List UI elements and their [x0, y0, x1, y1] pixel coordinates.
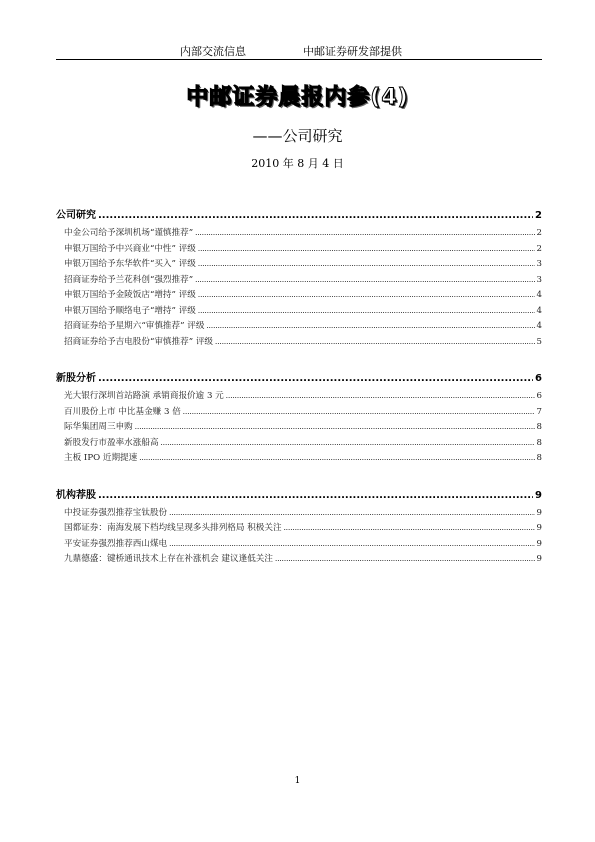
toc-leader: [198, 257, 535, 273]
toc-entry-title: 百川股份上市 中比基金赚 3 倍: [64, 406, 181, 417]
toc-entry-title: 申银万国给予东华软件“买入” 评级: [64, 259, 196, 269]
toc-entry-page: 6: [536, 391, 542, 401]
toc-leader: [169, 537, 534, 553]
toc-entry-title: 申银万国给予中兴商业“中性” 评级: [64, 243, 196, 254]
toc-entry-page: 9: [536, 523, 542, 533]
page-header: [0, 40, 595, 60]
toc-section-new-stock-analysis: [56, 369, 542, 467]
toc-leader: [198, 288, 535, 304]
table-of-contents: [56, 206, 542, 587]
toc-entry-page: 8: [536, 422, 542, 432]
toc-entry-title: 九鼎德盛：键桥通讯技术上存在补涨机会 建议逢低关注: [64, 554, 273, 564]
toc-heading-title: 公司研究: [56, 210, 96, 221]
toc-heading-title: 机构荐股: [56, 489, 96, 501]
header-divider: [56, 59, 542, 60]
toc-heading[interactable]: [56, 369, 542, 389]
toc-entry-page: 8: [536, 453, 542, 463]
toc-entry-page: 2: [536, 243, 542, 254]
toc-entry-title: 招商证券给予吉电股份“审慎推荐” 评级: [64, 336, 214, 347]
toc-leader: [215, 335, 535, 351]
toc-entry-title: 际华集团周三申购: [64, 422, 133, 432]
toc-entry-title: 国都证券：南海发展下档均线呈现多头排列格局 积极关注: [64, 523, 282, 533]
toc-entry[interactable]: [56, 420, 542, 436]
toc-entry-title: 平安证券强烈推荐西山煤电: [64, 538, 168, 549]
toc-leader: [195, 273, 534, 289]
toc-leader: [206, 319, 534, 335]
toc-entry[interactable]: [56, 537, 542, 553]
toc-entry-page: 9: [536, 538, 542, 549]
toc-leader: [98, 206, 533, 226]
toc-leader: [226, 389, 535, 405]
header-left-text: 内部交流信息: [180, 45, 246, 58]
toc-entry[interactable]: [56, 552, 542, 568]
toc-leader: [183, 405, 535, 421]
toc-entry[interactable]: [56, 257, 542, 273]
toc-entry[interactable]: [56, 242, 542, 258]
toc-entry-title: 光大银行深圳首站路演 承销商报价逾 3 元: [64, 391, 224, 401]
toc-entry[interactable]: [56, 319, 542, 335]
toc-entry[interactable]: [56, 436, 542, 452]
toc-entry-title: 主板 IPO 近期提速: [64, 453, 138, 463]
toc-entry[interactable]: [56, 335, 542, 351]
toc-entry[interactable]: [56, 521, 542, 537]
toc-entry-title: 中投证券强烈推荐宝钛股份: [64, 507, 168, 518]
toc-entry-title: 招商证券给予星期六“审慎推荐” 评级: [64, 321, 205, 331]
toc-entry-page: 4: [536, 290, 542, 300]
toc-entry[interactable]: [56, 273, 542, 289]
toc-heading[interactable]: [56, 486, 542, 506]
toc-section-company-research: [56, 206, 542, 350]
toc-entry[interactable]: [56, 304, 542, 320]
toc-section-institutional-picks: [56, 486, 542, 568]
toc-heading-page: 6: [535, 373, 542, 384]
toc-entry-title: 招商证券给予兰花科创“强烈推荐”: [64, 274, 194, 285]
toc-leader: [98, 486, 533, 506]
toc-entry[interactable]: [56, 451, 542, 467]
toc-entry-title: 申银万国给予顺络电子“增持” 评级: [64, 305, 196, 316]
toc-entry-page: 3: [536, 274, 542, 285]
toc-entry-page: 4: [536, 321, 542, 331]
document-title: 中邮证券晨报内参(4): [186, 85, 409, 110]
toc-leader: [275, 552, 535, 568]
toc-leader: [198, 242, 535, 258]
toc-entry[interactable]: [56, 389, 542, 405]
toc-entry-title: 新股发行市盈率水涨船高: [64, 437, 159, 448]
toc-leader: [139, 451, 534, 467]
toc-leader: [161, 436, 535, 452]
toc-leader: [135, 420, 535, 436]
toc-entry-page: 5: [536, 336, 542, 347]
header-right-text: 中邮证券研发部提供: [303, 45, 402, 58]
toc-heading-page: 2: [535, 210, 542, 221]
toc-entry[interactable]: [56, 405, 542, 421]
toc-entry-title: 申银万国给予金陵饭店“增持” 评级: [64, 290, 196, 300]
toc-entry-page: 7: [536, 406, 542, 417]
document-date: 2010 年 8 月 4 日: [251, 157, 344, 170]
toc-entry-page: 2: [536, 228, 542, 238]
toc-entry-title: 中金公司给予深圳机场“谨慎推荐”: [64, 228, 194, 238]
toc-leader: [198, 304, 535, 320]
toc-entry-page: 4: [536, 305, 542, 316]
toc-heading-title: 新股分析: [56, 373, 96, 384]
toc-heading-page: 9: [535, 489, 542, 501]
toc-heading[interactable]: [56, 206, 542, 226]
toc-entry-page: 9: [536, 554, 542, 564]
toc-entry-page: 9: [536, 507, 542, 518]
toc-leader: [169, 506, 534, 522]
toc-entry-page: 3: [536, 259, 542, 269]
document-subtitle: ——公司研究: [252, 127, 343, 145]
toc-leader: [98, 369, 533, 389]
toc-leader: [284, 521, 535, 537]
page-number: 1: [294, 776, 301, 786]
toc-entry[interactable]: [56, 226, 542, 242]
toc-entry-page: 8: [536, 437, 542, 448]
toc-entry[interactable]: [56, 288, 542, 304]
toc-leader: [195, 226, 534, 242]
toc-entry[interactable]: [56, 506, 542, 522]
